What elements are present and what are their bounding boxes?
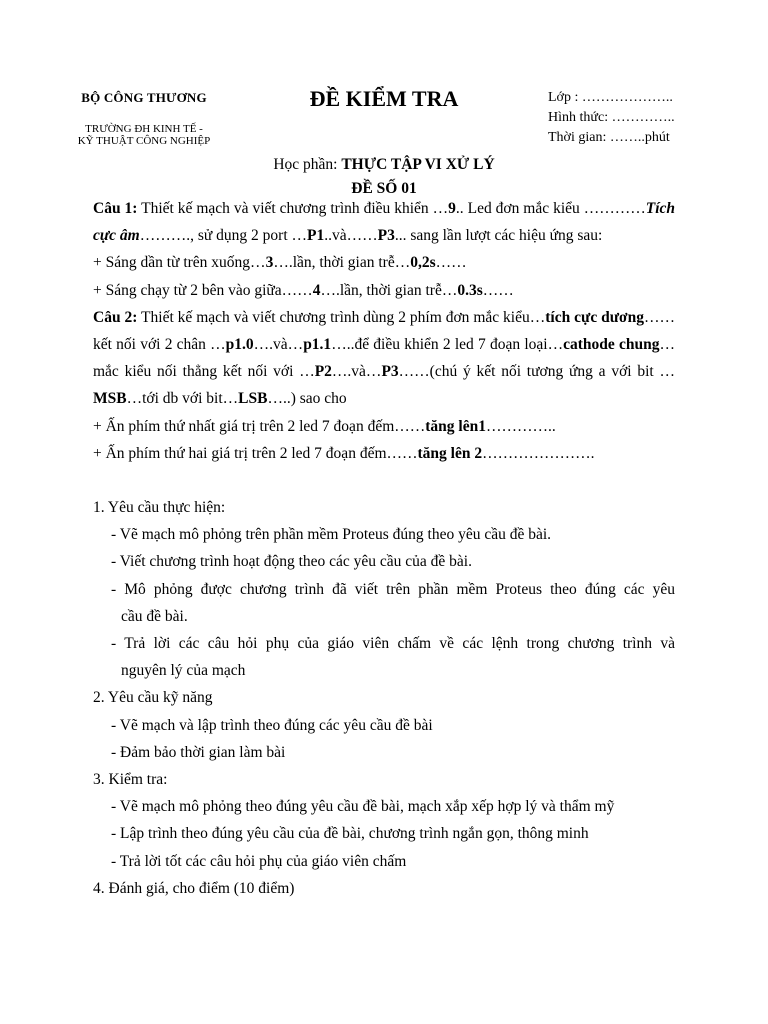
q1-text: ... sang lần lượt các hiệu ứng sau: [394, 227, 603, 245]
q2-text: …… kết nối với 2 chân … [93, 308, 676, 354]
key-text: …………………. [482, 444, 595, 462]
q1-text: Thiết kế mạch và viết chương trình điều khiển … [137, 200, 449, 217]
effect-text: + Sáng chạy từ 2 bên vào giữa…… [93, 281, 313, 299]
requirement-item-cont: cầu đề bài. [121, 607, 188, 625]
class-field: Lớp : ……………….. [548, 90, 673, 105]
header-right [548, 88, 675, 148]
exam-body [93, 195, 675, 902]
q1-port-b: P3 [377, 227, 395, 245]
q1-effect-2 [93, 277, 675, 304]
school-name [58, 123, 230, 147]
key-text: + Ấn phím thứ hai giá trị trên 2 led 7 đoạn đếm…… [93, 444, 418, 462]
ministry-name: BỘ CÔNG THƯƠNG [81, 90, 207, 105]
check-item: - Vẽ mạch mô phỏng theo đúng yêu cầu đề bài, mạch xắp xếp hợp lý và thẩm mỹ [111, 798, 615, 816]
requirement-item: - Viết chương trình hoạt động theo các yêu cầu của đề bài. [111, 553, 472, 571]
effect-text: …… [435, 254, 467, 272]
key-text: ………….. [485, 417, 556, 435]
requirement-item: - Mô phỏng được chương trình đã viết trên phần mềm Proteus theo đúng các yêu [111, 580, 675, 598]
course-prefix: Học phần: [273, 156, 342, 173]
exam-number: ĐỀ SỐ 01 [351, 180, 417, 197]
grading-title: 4. Đánh giá, cho điểm (10 điểm) [93, 879, 295, 897]
requirement-item-cont: nguyên lý của mạch [121, 662, 246, 680]
effect-2-times: 4 [312, 281, 321, 299]
q1-text: .. Led đơn mắc kiểu ………… [455, 200, 646, 217]
question-2-label: Câu 2: [93, 308, 138, 326]
requirements-title: 1. Yêu cầu thực hiện: [93, 499, 226, 517]
q2-text: ….và… [331, 363, 382, 381]
question-1-label: Câu 1: [93, 200, 138, 217]
effect-text: …… [482, 281, 514, 299]
q2-text: Thiết kế mạch và viết chương trình dùng 2 phím đơn mắc kiểu… [137, 308, 546, 326]
check-item: - Lập trình theo đúng yêu cầu của đề bài, chương trình ngắn gọn, thông minh [111, 825, 589, 843]
q1-effect-1 [93, 249, 675, 276]
q2-pin-b: p1.1 [303, 336, 332, 354]
key-2-action: tăng lên 2 [417, 444, 483, 462]
effect-2-delay: 0.3s [457, 281, 483, 299]
q2-mode: tích cực dương [545, 308, 645, 326]
effect-1-delay: 0,2s [410, 254, 436, 272]
key-text: + Ấn phím thứ nhất giá trị trên 2 led 7 đoạn đếm…… [93, 417, 426, 435]
exam-title: ĐỀ KIỂM TRA [309, 86, 459, 111]
q2-key-1 [93, 413, 675, 440]
q2-led-type: cathode chung [563, 336, 660, 354]
question-2 [93, 304, 675, 413]
requirement-item: - Trả lời các câu hỏi phụ của giáo viên chấm về các lệnh trong chương trình và [111, 635, 675, 653]
skills-title: 2. Yêu cầu kỹ năng [93, 689, 213, 707]
school-line-1: TRƯỜNG ĐH KINH TẾ - [85, 123, 203, 135]
q1-text: ..và…… [324, 227, 378, 245]
question-1 [93, 195, 675, 249]
course-name: THỰC TẬP VI XỬ LÝ [341, 156, 495, 173]
q1-mode: Tích cực âm [93, 200, 676, 245]
q2-lsb: LSB [238, 390, 268, 408]
q2-text: … mắc kiểu nối thẳng kết nối với … [93, 336, 676, 381]
check-item: - Trả lời tốt các câu hỏi phụ của giáo viên chấm [111, 852, 407, 870]
q1-port-a: P1 [307, 227, 325, 245]
effect-text: ….lần, thời gian trễ… [320, 281, 458, 299]
q2-msb: MSB [93, 390, 127, 408]
effect-1-times: 3 [265, 254, 274, 272]
effect-text: ….lần, thời gian trễ… [273, 254, 411, 272]
requirement-item: - Vẽ mạch mô phỏng trên phần mềm Proteus đúng theo yêu cầu đề bài. [111, 526, 552, 544]
q2-text: …..) sao cho [267, 390, 347, 408]
format-field: Hình thức: ………….. [548, 110, 675, 125]
course-line [0, 156, 768, 174]
check-title: 3. Kiểm tra: [93, 771, 168, 789]
q2-text: ….và… [253, 336, 304, 354]
q1-led-count: 9 [448, 200, 456, 217]
q2-key-2 [93, 440, 675, 467]
q2-port-b: P3 [381, 363, 399, 381]
q1-text: ………., sử dụng 2 port … [139, 227, 308, 245]
q2-text: …tới db với bit… [126, 390, 239, 408]
q2-text: …..để điều khiển 2 led 7 đoạn loại… [331, 336, 564, 354]
skill-item: - Vẽ mạch và lập trình theo đúng các yêu cầu đề bài [111, 716, 433, 734]
q2-text: ……(chú ý kết nối tương ứng a với bit … [398, 363, 675, 381]
q2-port-a: P2 [314, 363, 332, 381]
spacer [93, 467, 675, 494]
key-1-action: tăng lên1 [425, 417, 486, 435]
skill-item: - Đảm bảo thời gian làm bài [111, 743, 286, 761]
q2-pin-a: p1.0 [225, 336, 254, 354]
effect-text: + Sáng dần từ trên xuống… [93, 254, 266, 272]
school-line-2: KỸ THUẬT CÔNG NGHIỆP [77, 135, 211, 147]
time-field: Thời gian: ……..phút [548, 130, 670, 145]
